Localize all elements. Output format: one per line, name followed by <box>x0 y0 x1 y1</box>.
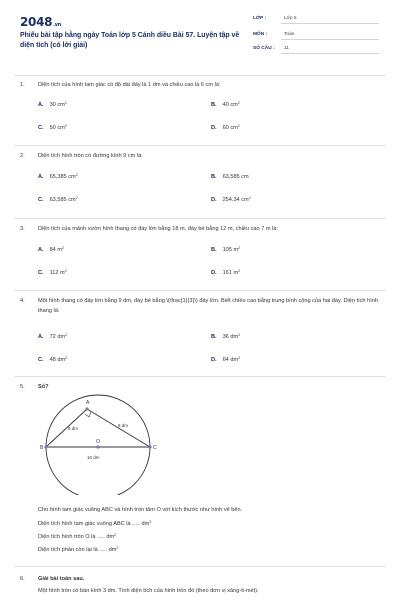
point-c <box>148 445 151 448</box>
question-number: 4. <box>20 298 25 304</box>
option-2c[interactable] <box>38 196 78 203</box>
option-letter: C. <box>38 357 44 363</box>
option-letter: B. <box>211 334 217 340</box>
option-letter: A. <box>38 102 44 108</box>
option-value: 64 dm <box>222 357 239 363</box>
option-value: 161 m <box>222 270 239 276</box>
option-exponent: 2 <box>238 269 241 273</box>
label-c: C <box>153 445 157 451</box>
option-exponent: 2 <box>237 124 240 128</box>
q5-line-4 <box>38 546 118 553</box>
question-title: Số? <box>38 384 49 390</box>
option-letter: B. <box>211 247 217 253</box>
meta-class-key: LỚP : <box>253 16 267 21</box>
option-2b[interactable] <box>211 173 249 180</box>
right-angle-marker <box>85 412 91 417</box>
option-4a[interactable] <box>38 333 67 340</box>
meta-subject-line <box>281 39 379 40</box>
label-a: A <box>86 400 90 406</box>
option-1c[interactable] <box>38 124 67 131</box>
option-value: 63,585 cm <box>49 197 76 203</box>
q5-line-exponent: 2 <box>114 533 117 537</box>
option-value: 60 cm <box>222 125 238 131</box>
option-letter: D. <box>211 125 217 131</box>
meta-subject-key: MÔN : <box>253 32 268 37</box>
logo-text: 2048 <box>20 15 53 29</box>
question-text: Diện tích của hình tam giác có độ dài đáy là 1 dm và chiều cao là 6 cm là: <box>38 82 221 88</box>
option-letter: D. <box>211 357 217 363</box>
option-4b[interactable] <box>211 333 240 340</box>
question-number: 5. <box>20 384 25 390</box>
question-text: Diện tích hình tròn có đường kính 9 cm là: <box>38 153 143 159</box>
option-value: 50 cm <box>49 125 65 131</box>
q5-line-2 <box>38 520 151 527</box>
option-value: 36 dm <box>222 334 239 340</box>
option-exponent: 2 <box>75 196 78 200</box>
meta-class-line <box>281 23 379 24</box>
worksheet-title: Phiếu bài tập hằng ngày Toán lớp 5 Cánh diều Bài 57. Luyện tập về diện tích (có lời giải) <box>20 32 240 50</box>
option-value: 63,585 cm <box>222 174 249 180</box>
question-text: Một hình thang có đáy lớn bằng 9 dm, đáy bé bằng \(\frac{1}{3}\) đáy lớn. Biết chiều cao bằng trung bình cộng của hai đáy. Diện tích hình thang là: <box>38 298 378 314</box>
question-title: Giải bài toán sau. <box>38 576 85 582</box>
question-number: 3. <box>20 226 25 232</box>
q5-line-1 <box>38 507 242 513</box>
option-exponent: 2 <box>238 333 241 337</box>
option-3b[interactable] <box>211 246 240 253</box>
question-text: Diện tích của mảnh vườn hình thang có đáy lớn bằng 18 m, đáy bé bằng 12 m, chiều cao 7 m là: <box>38 226 278 232</box>
option-exponent: 2 <box>238 246 241 250</box>
question-number: 6. <box>20 576 25 582</box>
option-4d[interactable] <box>211 356 240 363</box>
divider <box>14 566 386 567</box>
meta-count-row <box>253 44 379 54</box>
question-number: 1. <box>20 82 25 88</box>
option-value: 105 m <box>222 247 239 253</box>
option-letter: D. <box>211 197 217 203</box>
option-exponent: 2 <box>65 333 68 337</box>
option-3d[interactable] <box>211 269 240 276</box>
q5-line-text: Diện tích hình tròn O là ..... dm <box>38 534 115 540</box>
option-exponent: 2 <box>248 196 251 200</box>
q5-line-text: Diện tích hình tam giác vuông ABC là ..... dm <box>38 521 150 527</box>
option-value: 72 dm <box>49 334 66 340</box>
option-letter: A. <box>38 334 44 340</box>
q5-line-3 <box>38 533 116 540</box>
divider <box>14 290 386 291</box>
option-letter: D. <box>211 270 217 276</box>
option-exponent: 2 <box>64 101 67 105</box>
option-2d[interactable] <box>211 196 251 203</box>
label-b: B <box>40 445 44 451</box>
option-value: 84 m <box>49 247 62 253</box>
divider <box>14 145 386 146</box>
point-a <box>85 407 88 410</box>
option-3a[interactable] <box>38 246 64 253</box>
option-1d[interactable] <box>211 124 240 131</box>
option-4c[interactable] <box>38 356 67 363</box>
logo-suffix: .vn <box>53 22 62 28</box>
q5-line-exponent: 2 <box>149 520 152 524</box>
option-letter: A. <box>38 174 44 180</box>
point-o <box>96 445 99 448</box>
meta-subject-value: Toán <box>284 32 295 37</box>
meta-count-line <box>281 53 379 54</box>
option-3c[interactable] <box>38 269 67 276</box>
meta-subject-row <box>253 30 379 40</box>
option-letter: B. <box>211 174 217 180</box>
meta-class-value: Lớp 5 <box>284 16 297 21</box>
site-logo[interactable] <box>20 15 61 29</box>
option-value: 48 dm <box>49 357 66 363</box>
option-exponent: 2 <box>237 101 240 105</box>
option-value: 65,385 cm <box>49 174 76 180</box>
option-letter: B. <box>211 102 217 108</box>
question-text: Một hình tròn có bán kính 3 dm. Tính diện tích của hình tròn đó (theo đơn vị xăng-ti-mét). <box>38 588 259 594</box>
meta-count-key: SỐ CÂU : <box>253 46 275 51</box>
label-o: O <box>96 439 100 445</box>
option-1b[interactable] <box>211 101 240 108</box>
q5-line-text: Diện tích phần còn lại là ..... dm <box>38 547 117 553</box>
circle-triangle-figure <box>0 390 200 495</box>
q5-line-exponent: 2 <box>116 546 119 550</box>
point-b <box>44 445 47 448</box>
option-value: 112 m <box>49 270 65 276</box>
option-letter: C. <box>38 270 44 276</box>
option-1a[interactable] <box>38 101 67 108</box>
circle-o <box>46 395 150 495</box>
option-exponent: 2 <box>64 269 67 273</box>
label-bc-length: 10 dm <box>87 455 100 460</box>
option-value: 254,34 cm <box>222 197 249 203</box>
option-letter: C. <box>38 197 44 203</box>
divider <box>14 376 386 377</box>
q5-line-text: Cho hình tam giác vuông ABC và hình tròn tâm O với kích thước như hình vẽ bên. <box>38 507 243 513</box>
question-number: 2. <box>20 153 25 159</box>
label-ac-length: 8 dm <box>118 423 129 428</box>
option-exponent: 2 <box>75 173 78 177</box>
option-value: 40 cm <box>222 102 238 108</box>
option-exponent: 2 <box>64 124 67 128</box>
option-exponent: 2 <box>238 356 241 360</box>
meta-class-row <box>253 14 379 24</box>
divider <box>14 75 386 76</box>
option-exponent: 2 <box>65 356 68 360</box>
option-letter: C. <box>38 125 44 131</box>
option-letter: A. <box>38 247 44 253</box>
segment-ab <box>46 409 87 447</box>
option-value: 30 cm <box>49 102 65 108</box>
divider <box>14 218 386 219</box>
option-2a[interactable] <box>38 173 78 180</box>
meta-count-value: 11 <box>284 46 289 51</box>
label-ab-length: 6 dm <box>68 426 79 431</box>
option-exponent: 2 <box>62 246 64 250</box>
